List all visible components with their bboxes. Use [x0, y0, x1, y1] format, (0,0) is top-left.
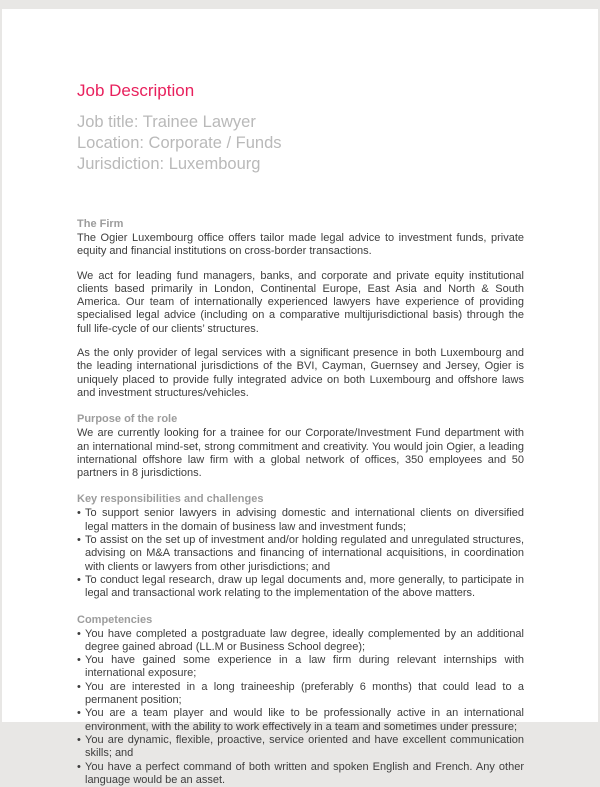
bullet-item: [77, 534, 524, 574]
bullet-icon: •: [77, 534, 85, 547]
section-the-firm: [77, 218, 524, 400]
job-meta-block: [77, 112, 524, 175]
document-page: [2, 9, 598, 722]
section-paragraph: The Ogier Luxembourg office offers tailor made legal advice to investment funds, private equity and financial institutions on cross-border transactions.: [77, 232, 524, 259]
bullet-icon: •: [77, 654, 85, 667]
bullet-text: To conduct legal research, draw up legal documents and, more generally, to participate in legal and transactional work relating to the implementation of the above matters.: [85, 574, 524, 601]
job-jurisdiction-line: Jurisdiction: Luxembourg: [77, 154, 524, 175]
section-purpose-of-the-role: [77, 413, 524, 480]
job-title-line: Job title: Trainee Lawyer: [77, 112, 524, 133]
bullet-item: [77, 654, 524, 681]
bullet-text: To assist on the set up of investment and/or holding regulated and unregulated structures, advising on M&A transactions and financing of international acquisitions, in coordination with clients or lawyers from other jurisdictions; and: [85, 534, 524, 574]
document-content: [2, 9, 598, 787]
bullet-icon: •: [77, 707, 85, 720]
section-paragraph: We act for leading fund managers, banks, and corporate and private equity institutional clients based primarily in London, Continental Europe, East Asia and North & South America. Our team of internationally experienced lawyers have experience of providing specialised legal advice (including on a comparative multijurisdictional basis) through the full life-cycle of our clients’ structures.: [77, 270, 524, 336]
sections-container: [77, 218, 524, 787]
bullet-icon: •: [77, 681, 85, 694]
section-competencies: [77, 614, 524, 787]
bullet-text: You have completed a postgraduate law degree, ideally complemented by an additional degree gained abroad (LL.M or Business School degree);: [85, 628, 524, 655]
section-heading: Purpose of the role: [77, 413, 524, 426]
section-key-responsibilities-and-challenges: [77, 493, 524, 600]
bullet-icon: •: [77, 507, 85, 520]
bullet-text: To support senior lawyers in advising domestic and international clients on diversified legal matters in the domain of business law and investment funds;: [85, 507, 524, 534]
page-title: Job Description: [77, 80, 524, 101]
bullet-item: [77, 681, 524, 708]
bullet-icon: •: [77, 761, 85, 774]
bullet-item: [77, 734, 524, 761]
bullet-text: You are interested in a long traineeship (preferably 6 months) that could lead to a permanent position;: [85, 681, 524, 708]
bullet-item: [77, 507, 524, 534]
section-paragraph: As the only provider of legal services with a significant presence in both Luxembourg and the leading international jurisdictions of the BVI, Cayman, Guernsey and Jersey, Ogier is uniquely placed to provide fully integrated advice on both Luxembourg and offshore laws and investment structures/vehicles.: [77, 347, 524, 400]
bullet-item: [77, 574, 524, 601]
section-heading: The Firm: [77, 218, 524, 231]
section-heading: Key responsibilities and challenges: [77, 493, 524, 506]
bullet-text: You have gained some experience in a law firm during relevant internships with international exposure;: [85, 654, 524, 681]
bullet-text: You have a perfect command of both written and spoken English and French. Any other language would be an asset.: [85, 761, 524, 787]
bullet-item: [77, 761, 524, 787]
section-heading: Competencies: [77, 614, 524, 627]
section-paragraph: We are currently looking for a trainee for our Corporate/Investment Fund department with an international mind-set, strong commitment and creativity. You would join Ogier, a leading international offshore law firm with a global network of offices, 350 employees and 50 partners in 8 jurisdictions.: [77, 427, 524, 480]
bullet-text: You are dynamic, flexible, proactive, service oriented and have excellent communication skills; and: [85, 734, 524, 761]
bullet-item: [77, 628, 524, 655]
bullet-icon: •: [77, 628, 85, 641]
job-location-line: Location: Corporate / Funds: [77, 133, 524, 154]
bullet-text: You are a team player and would like to be professionally active in an international environment, with the ability to work effectively in a team and sometimes under pressure;: [85, 707, 524, 734]
bullet-icon: •: [77, 734, 85, 747]
bullet-icon: •: [77, 574, 85, 587]
